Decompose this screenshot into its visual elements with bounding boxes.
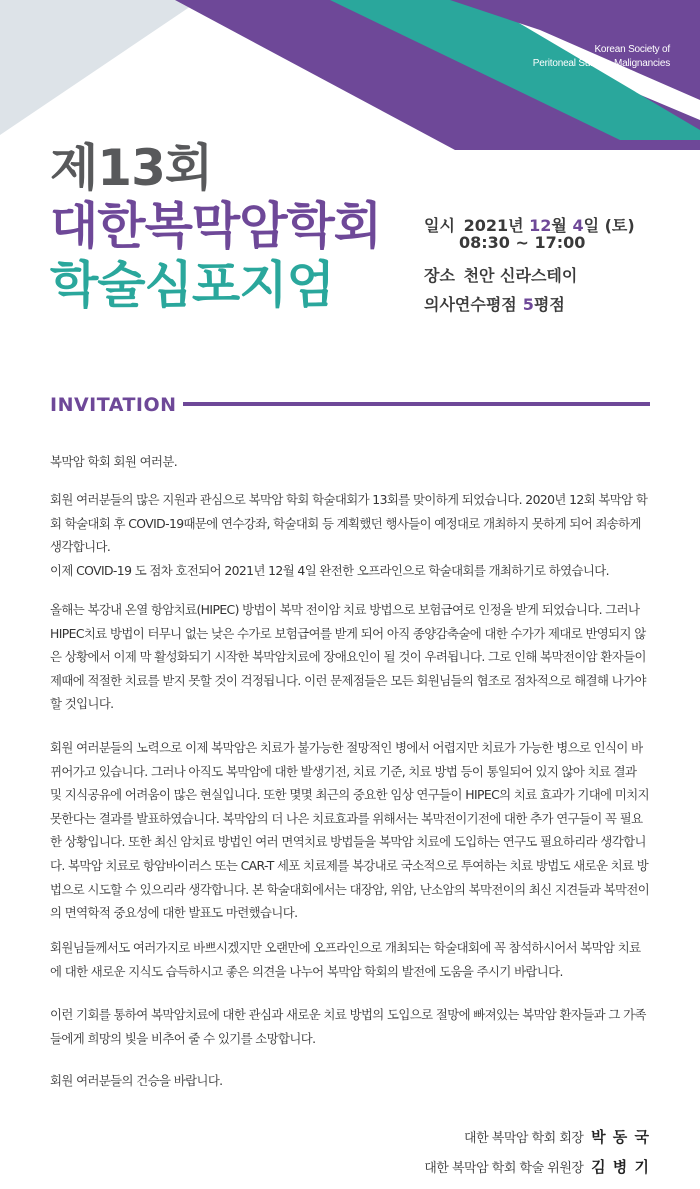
signature-president bbox=[464, 1126, 650, 1147]
event-venue bbox=[424, 263, 577, 286]
invitation-paragraph-5: 이런 기회를 통하여 복막암치료에 대한 관심과 새로운 치료 방법의 도입으로 절망에 빠져있는 복막암 환자들과 그 가족들에게 희망의 빛을 비추어 줄 수 있기를 소망합니다. bbox=[50, 1007, 646, 1046]
invitation-divider bbox=[183, 402, 650, 406]
date-mid: 월 bbox=[551, 216, 573, 235]
date-day: 4 bbox=[572, 216, 584, 235]
signature-chair-title: 대한 복막암 학회 학술 위원장 bbox=[424, 1161, 584, 1176]
venue-value: 천안 신라스테이 bbox=[463, 266, 578, 285]
paragraph-line: 이제 COVID-19 도 점차 호전되어 2021년 12월 4일 완전한 오프라인으로 학술대회를 개최하기로 하였습니다. bbox=[50, 562, 609, 578]
signature-president-title: 대한 복막암 학회 회장 bbox=[464, 1131, 584, 1146]
invitation-heading: INVITATION bbox=[50, 394, 177, 416]
signature-president-name: 박 동 국 bbox=[591, 1128, 650, 1146]
invitation-paragraph-2: 올해는 복강내 온열 항암치료(HIPEC) 방법이 복막 전이암 치료 방법으로 보험급여로 인정을 받게 되었습니다. 그러나 HIPEC치료 방법이 터무니 없는 낮은 수가로 보험급여를 받게 되어 아직 종양감축술에 대한 수가가 제대로 반영되지 않은 상황에서 이제 막 활성화되기 시작한 복막암치료에 장애요인이 될 것이 우려됩니다. 그로 인해 복막전이암 환자들이 제때에 적절한 치료를 받지 못할 것이 걱정됩니다. 이런 문제점들은 모든 회원님들의 협조로 점차적으로 해결해 나가야 할 것입니다. bbox=[50, 602, 646, 712]
event-credits bbox=[424, 292, 565, 315]
invitation-paragraph-1 bbox=[50, 488, 650, 582]
credits-label: 의사연수평점 bbox=[424, 295, 517, 314]
header-banner bbox=[0, 0, 700, 160]
credits-unit: 평점 bbox=[533, 295, 565, 314]
event-time: 08:30 ~ 17:00 bbox=[459, 233, 586, 252]
invitation-closing: 회원 여러분들의 건승을 바랍니다. bbox=[50, 1073, 223, 1088]
title-edition: 제13회 bbox=[50, 139, 213, 197]
title-society: 대한복막암학회 bbox=[50, 197, 382, 255]
date-label: 일시 bbox=[424, 216, 455, 235]
signature-chair-name: 김 병 기 bbox=[591, 1158, 650, 1176]
paragraph-line: 회원 여러분들의 많은 지원과 관심으로 복막암 학회 학술대회가 13회를 맞이하게 되었습니다. 2020년 12회 복막암 학회 학술대회 후 COVID-19때문에 연수강좌, 학술대회 등 계획했던 행사들이 예정대로 개최하지 못하게 되어 죄송하게 생각합니다. bbox=[50, 492, 648, 555]
invitation-paragraph-4: 회원님들께서도 여러가지로 바쁘시겠지만 오랜만에 오프라인으로 개최되는 학술대회에 꼭 참석하시어서 복막암 치료에 대한 새로운 지식도 습득하시고 좋은 의견을 나누어 복막암 학회의 발전에 도움을 주시기 바랍니다. bbox=[50, 940, 641, 979]
credits-value: 5 bbox=[522, 295, 534, 314]
society-name-line2: Peritoneal Surface Malignancies bbox=[532, 58, 670, 69]
society-name bbox=[533, 43, 670, 71]
society-name-line1: Korean Society of bbox=[594, 44, 670, 55]
invitation-paragraph-3: 회원 여러분들의 노력으로 이제 복막암은 치료가 불가능한 절망적인 병에서 어렵지만 치료가 가능한 병으로 인식이 바뀌어가고 있습니다. 그러나 아직도 복막암에 대한 발생기전, 치료 기준, 치료 방법 등이 통일되어 있지 않아 치료 결과 및 지식공유에 어려움이 많은 현실입니다. 또한 몇몇 최근의 중요한 임상 연구들이 HIPEC의 치료 효과가 기대에 미치지 못한다는 결과를 발표하였습니다. 복막암의 더 나은 치료효과를 위해서는 복막전이기전에 대한 추가 연구들이 꼭 필요한 상황입니다. 또한 최신 암치료 방법인 여러 면역치료 방법들을 복막암 치료에 도입하는 연구도 필요하리라 생각합니다. 복막암 치료로 항암바이러스 또는 CAR-T 세포 치료제를 복강내로 국소적으로 투여하는 치료 방법도 새로운 치료 방법으로 시도할 수 있으리라 생각합니다. 본 학술대회에서는 대장암, 위암, 난소암의 복막전이의 최신 지견들과 복막전이의 면역학적 중요성에 대한 발표도 마련했습니다. bbox=[50, 740, 650, 921]
banner-gray-band bbox=[0, 0, 200, 135]
date-suffix: 일 (토) bbox=[583, 216, 635, 235]
invitation-greeting: 복막암 학회 회원 여러분. bbox=[50, 454, 178, 469]
title-event: 학술심포지엄 bbox=[50, 256, 334, 314]
signature-chair bbox=[424, 1156, 650, 1177]
date-month: 12 bbox=[529, 216, 552, 235]
date-prefix: 2021년 bbox=[463, 216, 530, 235]
venue-label: 장소 bbox=[424, 266, 455, 285]
